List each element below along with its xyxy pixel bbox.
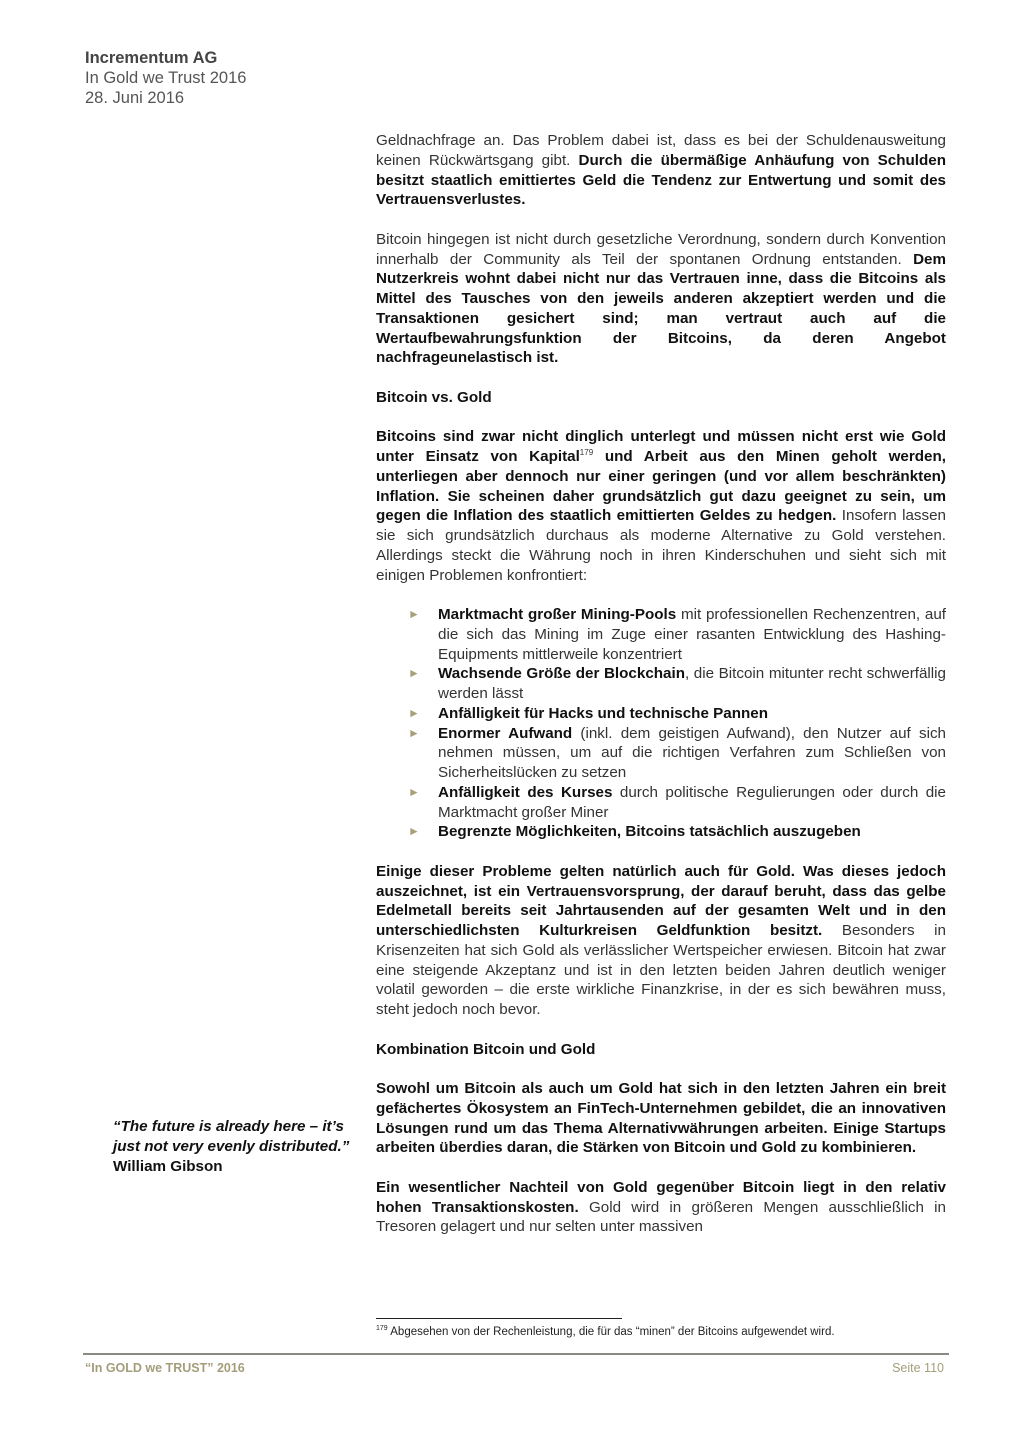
- bold-text: Begrenzte Möglichkeiten, Bitcoins tatsächlich auszugeben: [438, 823, 861, 841]
- report-title: In Gold we Trust 2016: [85, 69, 247, 87]
- bold-text: Wachsende Größe der Blockchain: [438, 665, 685, 683]
- footnote: [376, 1326, 835, 1338]
- quote-text: “The future is already here – it’s just not very evenly distributed.”: [113, 1118, 350, 1155]
- sidebar-quote: [113, 1117, 353, 1176]
- bold-text: und Arbeit aus den Minen geholt werden, unterliegen aber dennoch nur einer geringen (und vor allem beschränkten) Inflation. Sie scheinen daher grundsätzlich gut dazu geeignet zu sein, um gegen die Inflation des staatlich emittierten Geldes zu hedgen.: [376, 448, 946, 525]
- text-run: mit professionellen Rechenzentren, auf die sich das Mining im Zuge einer rasanten Entwicklung des Hashing-Equipments mittlerweile konzentriert: [438, 606, 946, 663]
- text-run: Bitcoin hingegen ist nicht durch gesetzliche Verordnung, sondern durch Konvention innerhalb der Community als Teil der spontanen Ordnung entstanden.: [376, 230, 946, 268]
- triangle-right-icon: ►: [408, 607, 420, 621]
- report-date: 28. Juni 2016: [85, 89, 185, 107]
- paragraph: [376, 427, 946, 585]
- footnote-number: 179: [376, 1325, 388, 1333]
- list-item: [376, 704, 946, 724]
- triangle-right-icon: ►: [408, 784, 420, 799]
- section-heading: Bitcoin vs. Gold: [376, 388, 492, 406]
- text-run: Gold wird in größeren Mengen ausschließlich in Tresoren gelagert und nur selten unter massiven: [376, 1198, 946, 1236]
- footnote-text: Abgesehen von der Rechenleistung, die für das “minen” der Bitcoins aufgewendet wird.: [387, 1326, 835, 1338]
- bold-text: Anfälligkeit des Kurses: [438, 783, 613, 801]
- bold-text: Enormer Aufwand: [438, 724, 573, 742]
- bold-text: Dem Nutzerkreis wohnt dabei nicht nur das Vertrauen inne, dass die Bitcoins als Mittel des Tausches von den jeweils anderen akzeptiert werden und die Transaktionen gesichert sind; man vertraut auch auf die Wertaufbewahrungsfunktion der Bitcoins, da deren Angebot nachfrageunelastisch ist.: [376, 250, 946, 367]
- list-item: [376, 605, 946, 664]
- triangle-right-icon: ►: [408, 824, 420, 839]
- bold-text: Bitcoins sind zwar nicht dinglich unterlegt und müssen nicht erst wie Gold unter Einsatz von Kapital: [376, 428, 946, 465]
- paragraph: [376, 862, 946, 1020]
- bold-text: Durch die übermäßige Anhäufung von Schulden besitzt staatlich emittiertes Geld die Tendenz zur Entwertung und somit des Vertrauensverlustes.: [376, 151, 946, 209]
- paragraph: [376, 1178, 946, 1237]
- triangle-right-icon: ►: [408, 725, 420, 740]
- bold-text: Einige dieser Probleme gelten natürlich auch für Gold. Was dieses jedoch auszeichnet, ist ein Vertrauensvorsprung, der darauf beruht, dass das gelbe Edelmetall bereits seit Jahrtausenden auf der gesamten Welt und in den unterschiedlichsten Kulturkreisen Geldfunktion besitzt.: [376, 862, 946, 939]
- text-run: Besonders in Krisenzeiten hat sich Gold als verlässlicher Wertspeicher erwiesen. Bitcoin hat zwar eine steigende Akzeptanz und ist in den letzten beiden Jahren deutlich weniger volatil geworden – die erste wirkliche Finanzkrise, in der es sich bewähren muss, steht jedoch noch bevor.: [376, 922, 946, 1018]
- main-text-column: [376, 131, 946, 1257]
- list-item: [376, 822, 946, 842]
- text-run: Insofern lassen sie sich grundsätzlich durchaus als moderne Alternative zu Gold verstehen. Allerdings steckt die Währung noch in ihren Kinderschuhen und sieht sich mit einigen Problemen konfrontiert:: [376, 507, 947, 584]
- footer-title: “In GOLD we TRUST” 2016: [85, 1361, 245, 1375]
- page-header: [85, 48, 246, 108]
- triangle-right-icon: ►: [408, 666, 420, 681]
- company-name: Incrementum AG: [85, 49, 218, 67]
- list-item: [376, 724, 946, 783]
- paragraph: [376, 230, 946, 368]
- list-item: [376, 664, 946, 704]
- footer-rule: [83, 1353, 949, 1355]
- paragraph: [376, 131, 946, 210]
- list-item: [376, 783, 946, 823]
- bold-text: Sowohl um Bitcoin als auch um Gold hat sich in den letzten Jahren ein breit gefächertes Ökosystem an FinTech-Unternehmen gebildet, die an innovativen Lösungen rund um das Thema Alternativwährungen arbeiten. Einige Startups arbeiten überdies daran, die Stärken von Bitcoin und Gold zu kombinieren.: [376, 1080, 946, 1157]
- text-run: durch politische Regulierungen oder durch die Marktmacht großer Miner: [438, 783, 946, 821]
- quote-author: William Gibson: [113, 1157, 223, 1175]
- text-run: Geldnachfrage an. Das Problem dabei ist, dass es bei der Schuldenausweitung keinen Rückwärtsgang gibt.: [376, 132, 946, 169]
- footnote-reference: 179: [579, 447, 594, 457]
- section-heading: Kombination Bitcoin und Gold: [376, 1040, 596, 1058]
- text-run: (inkl. dem geistigen Aufwand), den Nutzer auf sich nehmen müssen, um auf die richtigen Verfahren zum Schließen von Sicherheitslücken zu setzen: [438, 724, 946, 781]
- text-run: , die Bitcoin mitunter recht schwerfällig werden lässt: [438, 665, 946, 702]
- bold-text: Marktmacht großer Mining-Pools: [438, 606, 677, 623]
- paragraph: [376, 1079, 946, 1158]
- bullet-list: [376, 605, 946, 842]
- triangle-right-icon: ►: [408, 705, 420, 720]
- bold-text: Ein wesentlicher Nachteil von Gold gegenüber Bitcoin liegt in den relativ hohen Transaktionskosten.: [376, 1178, 946, 1216]
- bold-text: Anfälligkeit für Hacks und technische Pannen: [438, 704, 768, 722]
- footnote-separator: [376, 1318, 622, 1319]
- page-number: Seite 110: [892, 1361, 944, 1375]
